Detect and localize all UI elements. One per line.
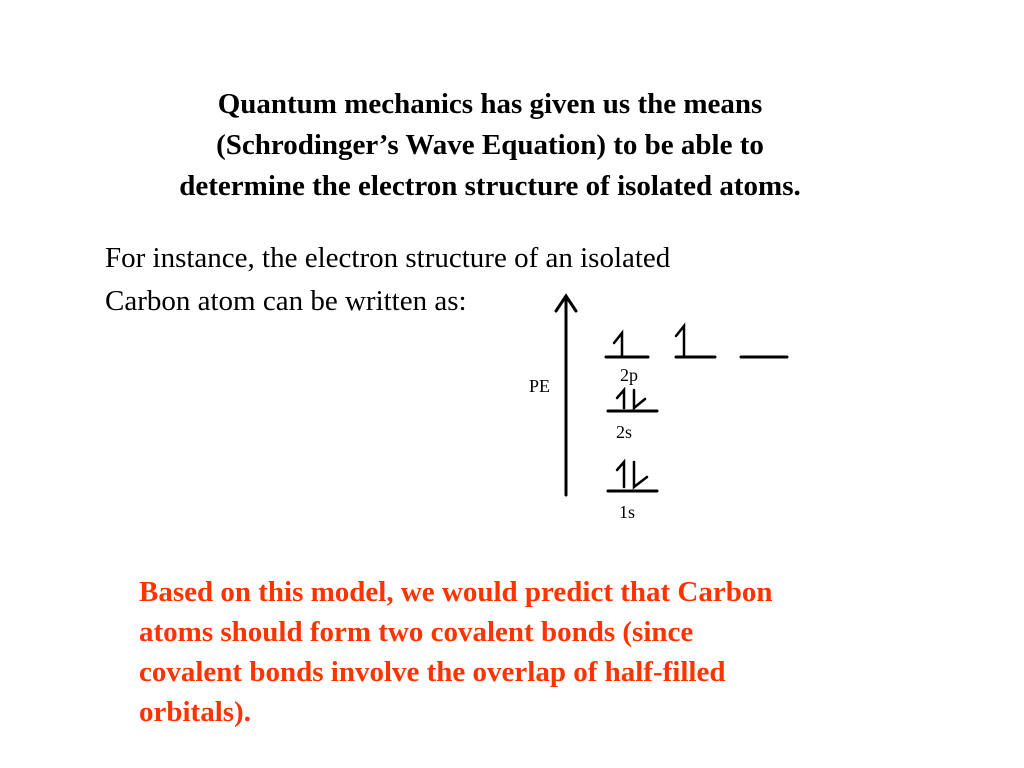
orbital-1s-electrons — [617, 462, 647, 487]
electron-up-arrow-icon — [676, 326, 684, 355]
conclusion-text — [139, 572, 773, 732]
orbital-1s — [608, 462, 657, 491]
conclusion-line-2: atoms should form two covalent bonds (since — [139, 616, 694, 648]
orbital-2s-electrons — [617, 390, 645, 408]
pe-axis-label: PE — [529, 376, 551, 396]
heading-line-1: Quantum mechanics has given us the means — [217, 88, 763, 120]
electron-up-arrow-icon — [617, 462, 624, 487]
conclusion-line-3: covalent bonds involve the overlap of half-filled — [139, 656, 726, 688]
electron-down-arrow-icon — [634, 462, 647, 487]
orbital-2s-label: 2s — [616, 422, 633, 442]
pe-axis — [556, 296, 576, 495]
heading-line-2: (Schrodinger’s Wave Equation) to be able to — [216, 129, 764, 161]
heading-line-3: determine the electron structure of isolated atoms. — [179, 170, 801, 202]
orbital-2p-electrons — [614, 326, 684, 355]
orbital-2s — [608, 390, 657, 411]
conclusion-line-4: orbitals). — [139, 696, 251, 728]
orbital-2p-label: 2p — [620, 365, 638, 385]
orbital-1s-label: 1s — [619, 502, 636, 522]
intro-line-1: For instance, the electron structure of an isolated — [105, 242, 671, 274]
electron-down-arrow-icon — [634, 390, 645, 408]
conclusion-line-1: Based on this model, we would predict that Carbon — [139, 576, 773, 608]
electron-up-arrow-icon — [617, 390, 624, 408]
electron-up-arrow-icon — [614, 333, 622, 355]
orbital-2p — [606, 326, 787, 357]
intro-line-2: Carbon atom can be written as: — [105, 285, 467, 317]
